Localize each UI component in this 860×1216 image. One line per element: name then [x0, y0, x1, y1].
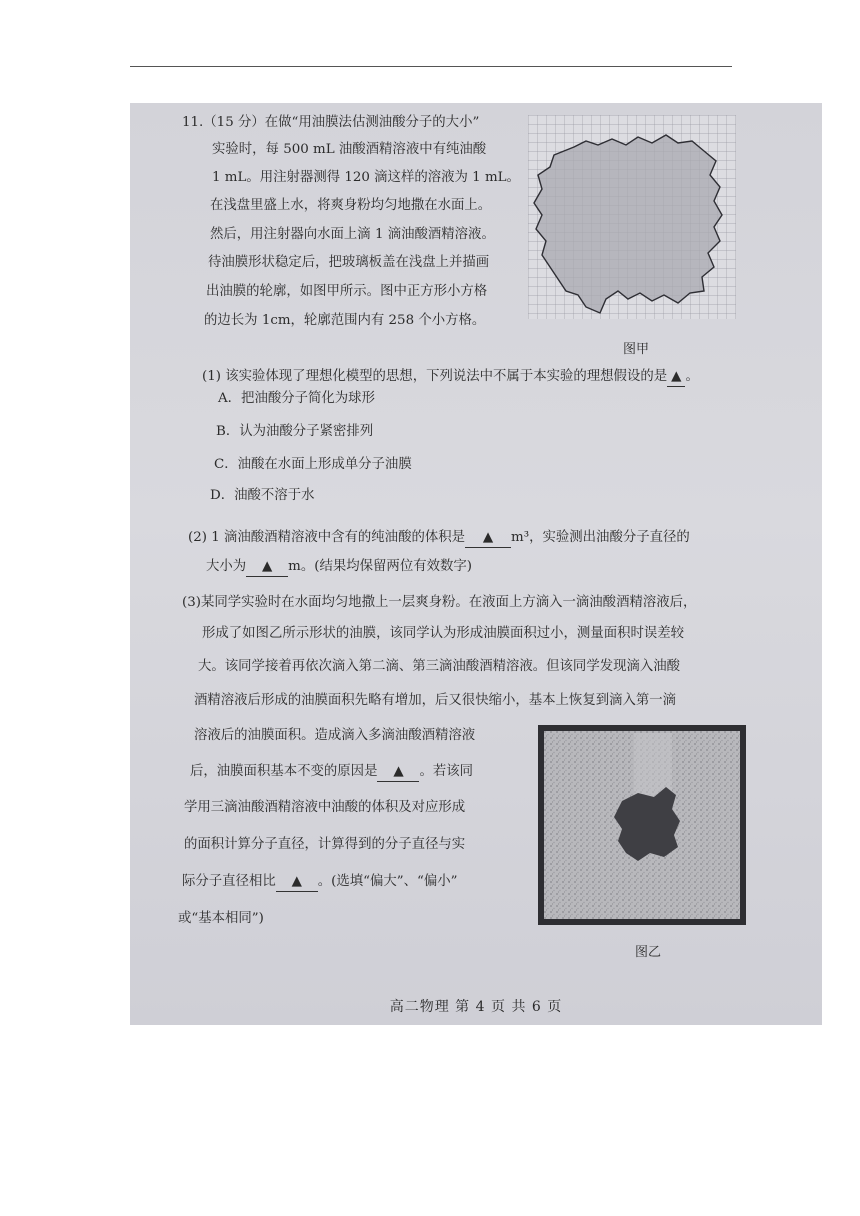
part3-line-7: 学用三滴油酸酒精溶液中油酸的体积及对应形成 — [184, 800, 466, 815]
answer-blank-5[interactable]: ▲ — [276, 873, 318, 892]
question-line-3: 1 mL。用注射器测得 120 滴这样的溶液为 1 mL。 — [212, 170, 520, 185]
question-line-8: 的边长为 1cm，轮廓范围内有 258 个小方格。 — [204, 313, 486, 328]
part2-line-2: 大小为 ▲ m。(结果均保留两位有效数字) — [206, 558, 472, 577]
part1-option-c: C．油酸在水面上形成单分子油膜 — [214, 457, 412, 472]
part2-line-1: (2) 1 滴油酸酒精溶液中含有的纯油酸的体积是 ▲ m³，实验测出油酸分子直径的 — [188, 529, 690, 548]
header-rule — [130, 66, 732, 67]
page-footer: 高二物理 第 4 页 共 6 页 — [389, 999, 563, 1015]
part1-option-d: D．油酸不溶于水 — [210, 488, 315, 503]
part3-line-4: 酒精溶液后形成的油膜面积先略有增加，后又很快缩小，基本上恢复到滴入第一滴 — [194, 693, 677, 708]
part1-stem: (1) 该实验体现了理想化模型的思想，下列说法中不属于本实验的理想假设的是 ▲ 。 — [202, 368, 699, 387]
answer-blank-4[interactable]: ▲ — [377, 763, 419, 782]
part3-line-1: (3)某同学实验时在水面均匀地撒上一层爽身粉。在液面上方滴入一滴油酸酒精溶液后， — [182, 595, 697, 610]
answer-blank-1[interactable]: ▲ — [667, 368, 685, 387]
part3-line-8: 的面积计算分子直径，计算得到的分子直径与实 — [184, 837, 466, 852]
part1-option-a: A．把油酸分子简化为球形 — [218, 391, 375, 406]
answer-blank-2[interactable]: ▲ — [465, 529, 511, 548]
part1-option-b: B．认为油酸分子紧密排列 — [216, 424, 374, 439]
question-line-7: 出油膜的轮廓，如图甲所示。图中正方形小方格 — [206, 284, 488, 299]
figure-a-grid-oil-film — [528, 115, 736, 319]
oil-film-outline — [534, 135, 722, 313]
question-line-2: 实验时，每 500 mL 油酸酒精溶液中有纯油酸 — [212, 142, 487, 157]
question-line-4: 在浅盘里盛上水，将爽身粉均匀地撒在水面上。 — [210, 198, 492, 213]
part3-line-6: 后，油膜面积基本不变的原因是 ▲ 。若该同 — [190, 763, 473, 782]
answer-blank-3[interactable]: ▲ — [246, 558, 288, 577]
question-line-5: 然后，用注射器向水面上滴 1 滴油酸酒精溶液。 — [210, 227, 495, 242]
part3-line-2: 形成了如图乙所示形状的油膜，该同学认为形成油膜面积过小，测量面积时误差较 — [202, 626, 685, 641]
figure-a-caption: 图甲 — [623, 342, 650, 357]
question-line-1: 11.（15 分）在做“用油膜法估测油酸分子的大小” — [182, 115, 480, 130]
part3-line-9: 际分子直径相比 ▲ 。(选填“偏大”、“偏小” — [182, 873, 457, 892]
part3-line-5: 溶液后的油膜面积。造成滴入多滴油酸酒精溶液 — [194, 728, 476, 743]
scanned-page-photo — [130, 103, 822, 1025]
part3-line-10: 或“基本相同”) — [178, 911, 264, 926]
figure-b-caption: 图乙 — [635, 945, 662, 960]
part3-line-3: 大。该同学接着再依次滴入第二滴、第三滴油酸酒精溶液。但该同学发现滴入油酸 — [198, 659, 681, 674]
figure-b-oil-film-photo — [538, 725, 746, 925]
question-line-6: 待油膜形状稳定后，把玻璃板盖在浅盘上并描画 — [208, 255, 490, 270]
